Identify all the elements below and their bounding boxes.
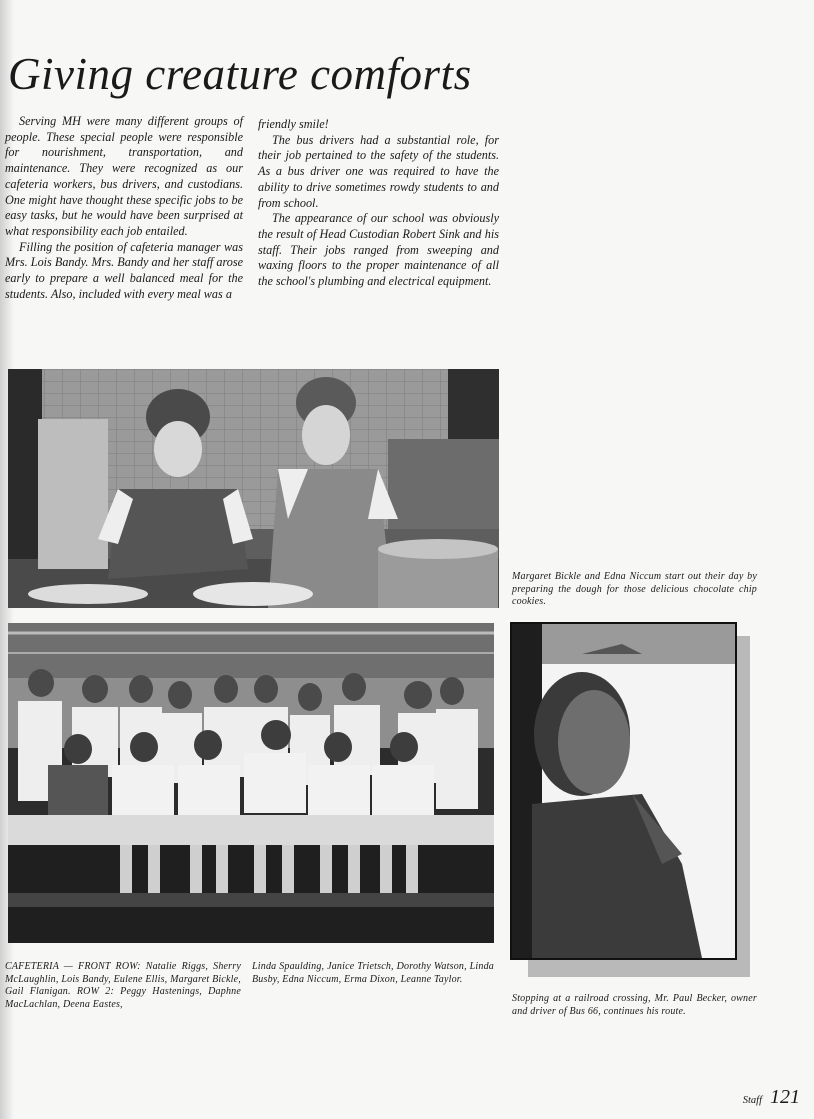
bus-driver-caption: Stopping at a railroad crossing, Mr. Paul Becker, owner and driver of Bus 66, continues his route.: [512, 993, 757, 1017]
kitchen-photo-caption: Margaret Bickle and Edna Niccum start out their day by preparing the dough for those delicious chocolate chip cookies.: [512, 571, 757, 608]
body-paragraph: Filling the position of cafeteria manager was Mrs. Lois Bandy. Mrs. Bandy and her staff arose early to prepare a well balanced meal for the students. Also, included with every meal was a: [5, 239, 243, 301]
body-column-2: [258, 117, 499, 290]
page-number: 121: [770, 1086, 800, 1108]
bus-driver-photo: [510, 622, 737, 960]
kitchen-photo: [8, 369, 499, 608]
page-folio: [743, 1086, 800, 1109]
cafeteria-caption-left: CAFETERIA — FRONT ROW: Natalie Riggs, Sherry McLaughlin, Lois Bandy, Eulene Ellis, Margaret Bickle, Gail Flanigan. ROW 2: Peggy Hastenings, Daphne MacLachlan, Deena Eastes,: [5, 961, 241, 1010]
body-column-1: [5, 114, 243, 302]
body-paragraph: The bus drivers had a substantial role, for their job pertained to the safety of the students. As a bus driver one was required to have the ability to drive sometimes rowdy students to and from school.: [258, 132, 499, 210]
section-label: Staff: [742, 1095, 762, 1106]
body-paragraph: friendly smile!: [258, 117, 329, 131]
body-paragraph: The appearance of our school was obviously the result of Head Custodian Robert Sink and his staff. Their jobs ranged from sweeping and waxing floors to the proper maintenance of all the school's plumbing and electrical equipment.: [258, 211, 499, 289]
headline: Giving creature comforts: [8, 49, 472, 99]
body-paragraph: Serving MH were many different groups of people. These special people were responsible for nourishment, transportation, and maintenance. They were recognized as our cafeteria workers, bus drivers, and custodians. One might have thought these specific jobs to be easy tasks, but he would have been surprised at what responsibility each job entailed.: [5, 114, 243, 238]
cafeteria-caption-right: Linda Spaulding, Janice Trietsch, Dorothy Watson, Linda Busby, Edna Niccum, Erma Dixon, Leanne Taylor.: [252, 961, 494, 985]
cafeteria-staff-photo: [8, 623, 494, 943]
